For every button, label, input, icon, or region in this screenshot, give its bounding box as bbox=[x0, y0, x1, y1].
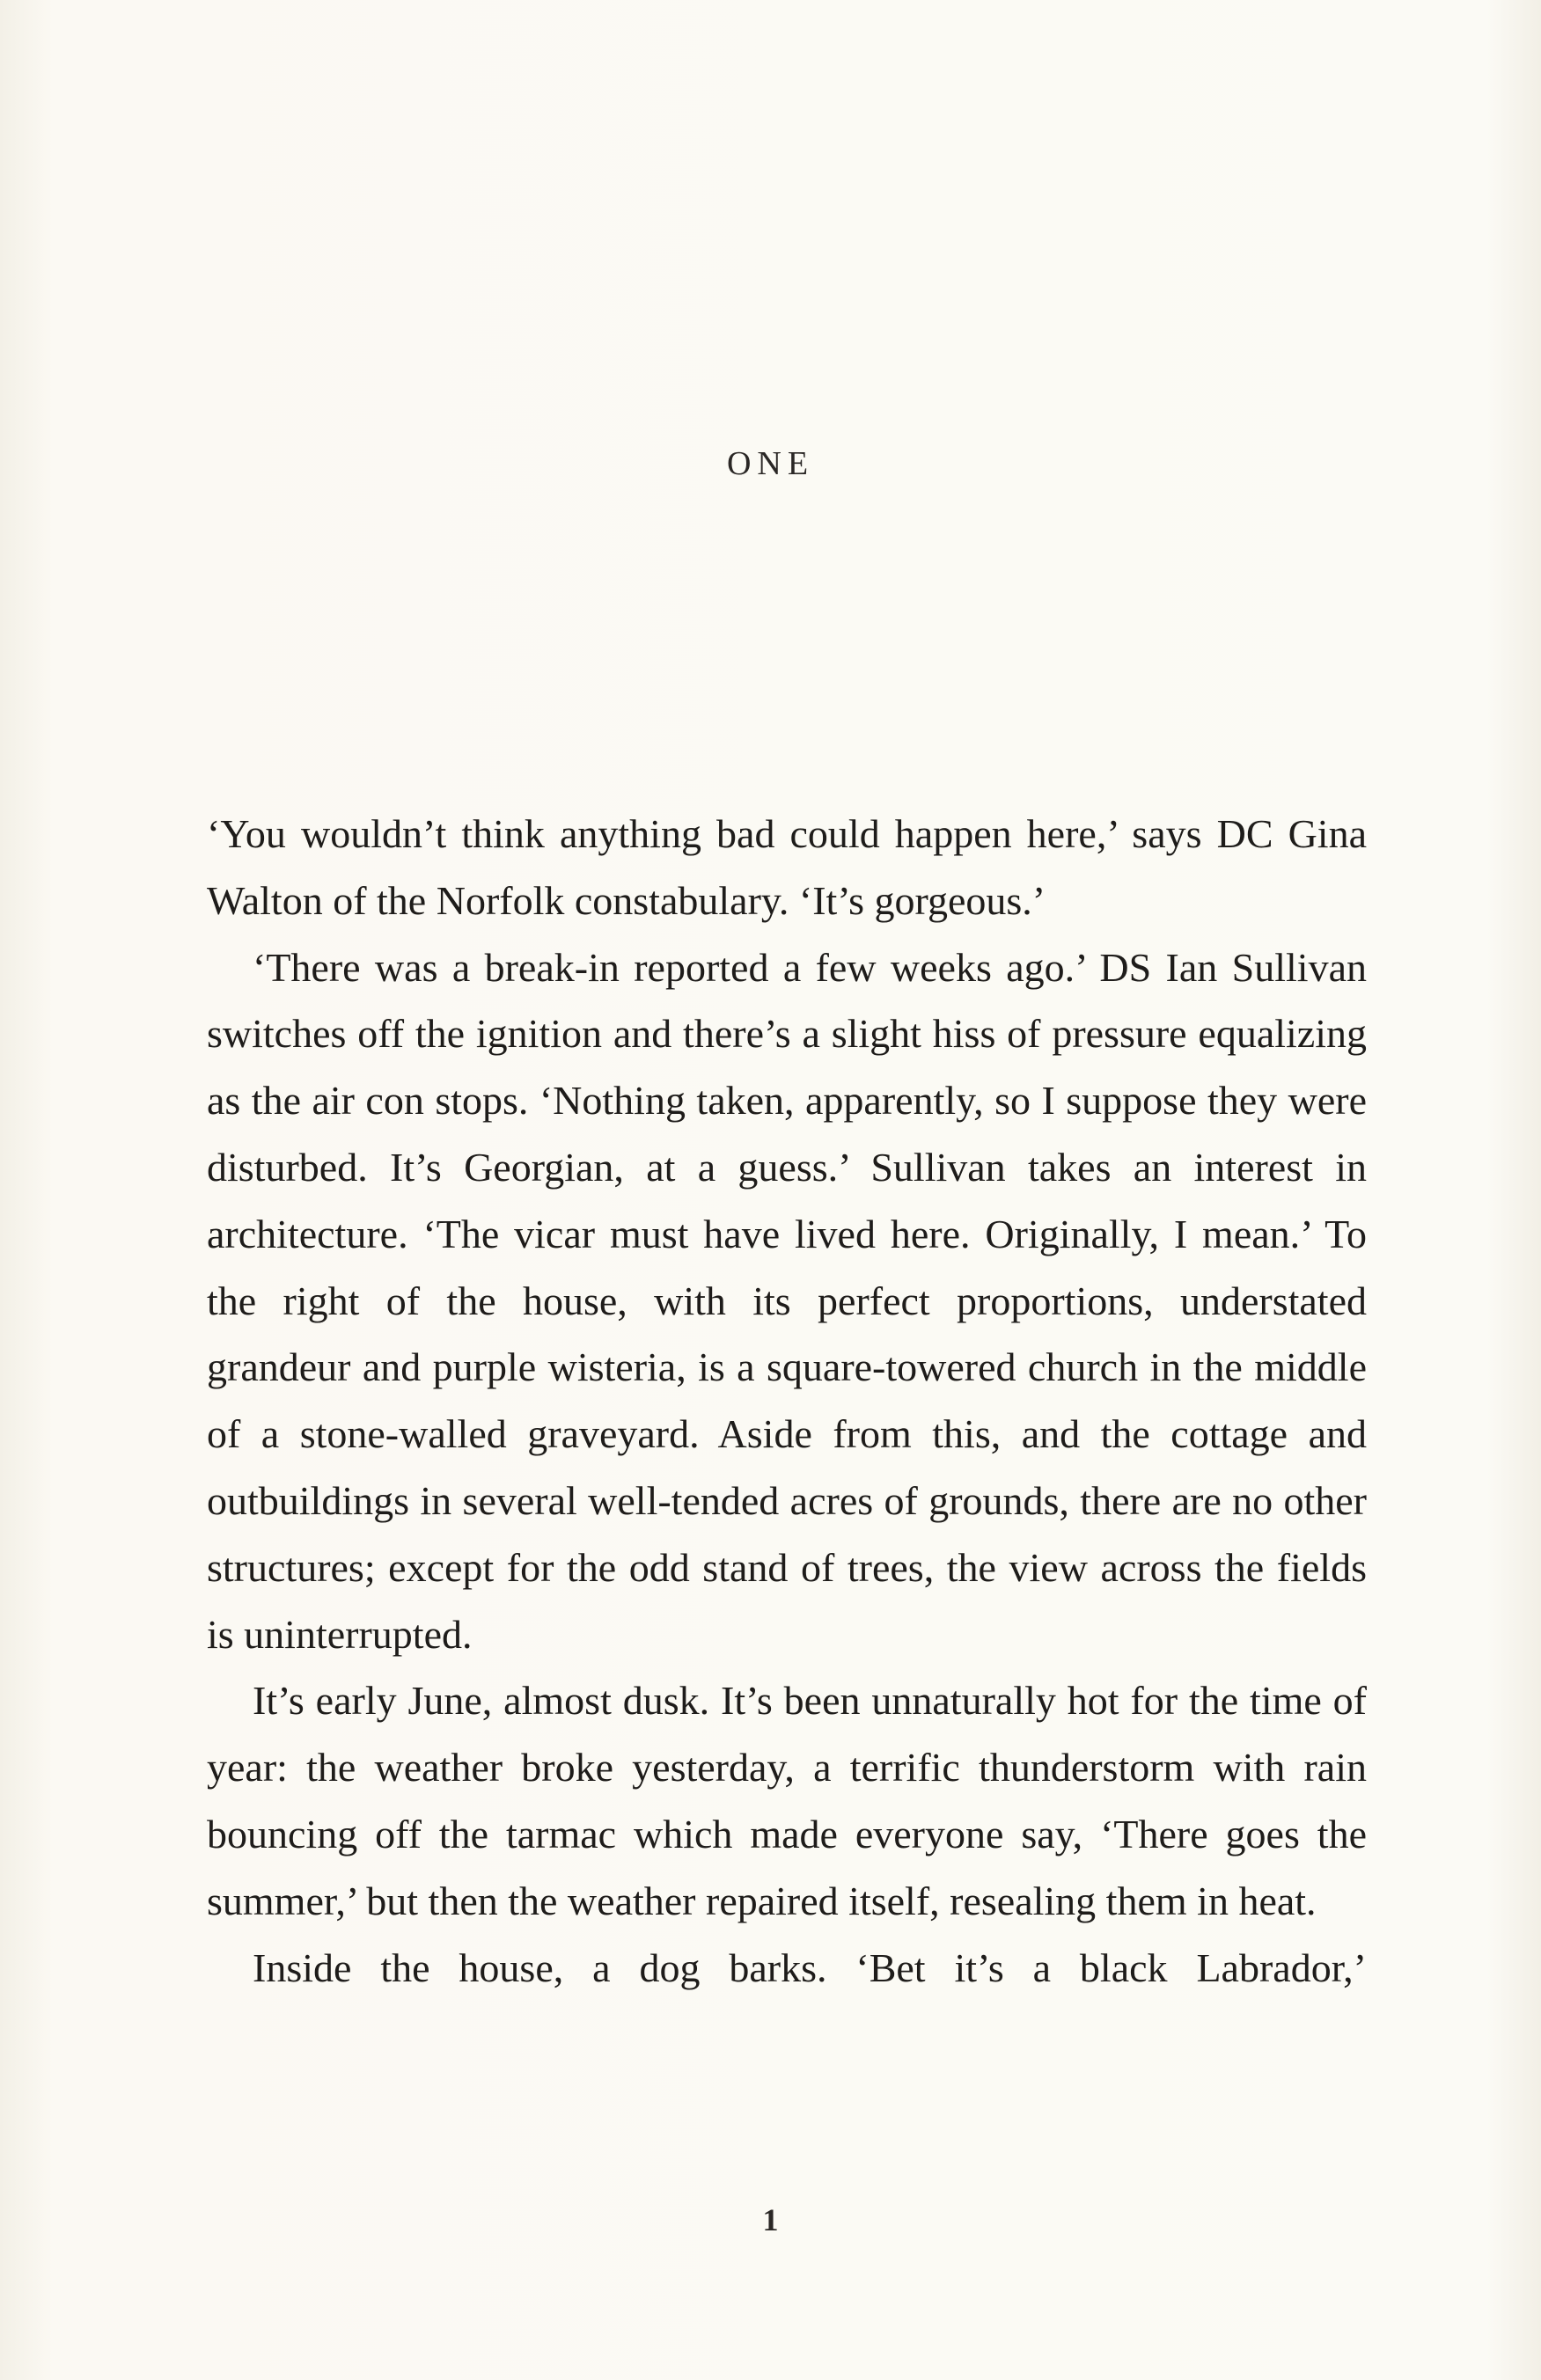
paragraph: Inside the house, a dog barks. ‘Bet it’s a black Labrador,’ bbox=[253, 1944, 1367, 1990]
paragraph: ‘There was a break-in reported a few weeks ago.’ DS Ian Sullivan switches off the ignition and there’s a slight hiss of pressure equalizing as the air con stops. ‘Nothing taken, apparently, so I suppose they were disturbed. It’s Georgian, at a guess.’ Sullivan takes an interest in architecture. ‘The vicar must have lived here. Originally, I mean.’ To the right of the house, with its perfect proportions, understated grandeur and purple wisteria, is a square-towered church in the middle of a stone-walled graveyard. Aside from this, and the cottage and outbuildings in several well-tended acres of grounds, there are no other structures; except for the odd stand of trees, the view across the fields is uninterrupted. bbox=[207, 944, 1367, 1657]
chapter-body bbox=[207, 801, 1367, 2001]
page-number: 1 bbox=[762, 2202, 779, 2237]
paragraph: It’s early June, almost dusk. It’s been unnaturally hot for the time of year: the weather broke yesterday, a terrific thunderstorm with rain bouncing off the tarmac which made everyone say, ‘There goes the summer,’ but then the weather repaired itself, resealing them in heat. bbox=[207, 1678, 1367, 1923]
paragraph: ‘You wouldn’t think anything bad could happen here,’ says DC Gina Walton of the Norfolk constabulary. ‘It’s gorgeous.’ bbox=[207, 811, 1367, 923]
chapter-heading: ONE bbox=[726, 445, 815, 482]
